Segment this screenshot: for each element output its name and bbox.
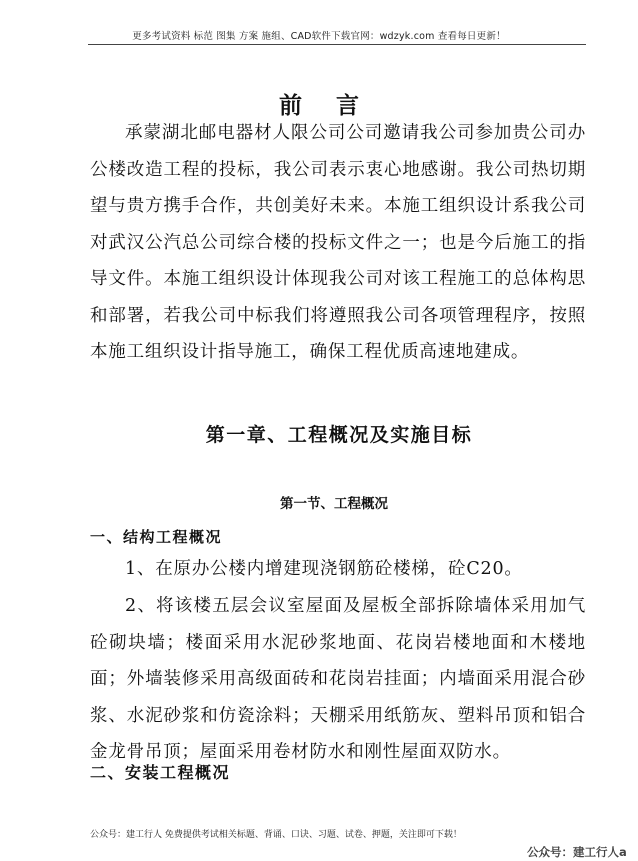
structure-heading: 一、结构工程概况 — [90, 528, 223, 546]
watermark: 公众号：建工行人a — [527, 845, 627, 859]
install-heading: 二、安装工程概况 — [90, 763, 231, 782]
header-note: 更多考试资料 标范 图集 方案 施组、CAD软件下载官网：wdzyk.com 查看每日更新！ — [132, 31, 506, 42]
preface-paragraph: 承蒙湖北邮电器材人限公司公司邀请我公司参加贵公司办公楼改造工程的投标，我公司表示衷心地感谢。我公司热切期望与贵方携手合作，共创美好未来。本施工组织设计系我公司对武汉公汽总公司综合楼的投标文件之一；也是今后施工的指导文件。本施工组织设计体现我公司对该工程施工的总体构思和部署，若我公司中标我们将遵照我公司各项管理程序，按照本施工组织设计指导施工，确保工程优质高速地建成。 — [90, 123, 586, 362]
chapter-title: 第一章、工程概况及实施目标 — [205, 424, 473, 446]
header-divider — [88, 44, 586, 45]
list-item: 2、将该楼五层会议室屋面及屋板全部拆除墙体采用加气砼砌块墙；楼面采用水泥砂浆地面、花岗岩楼地面和木楼地面；外墙装修采用高级面砖和花岗岩挂面；内墙面采用混合砂浆、水泥砂浆和仿瓷涂料；天棚采用纸筋灰、塑料吊顶和铝合金龙骨吊顶；屋面采用卷材防水和刚性屋面双防水。 — [90, 596, 586, 762]
section-title: 第一节、工程概况 — [280, 496, 388, 512]
preface-title: 前言 — [279, 92, 393, 119]
footer-note: 公众号：建工行人 免费提供考试相关标题、背诵、口诀、习题、试卷、押题，关注即可下载！ — [90, 830, 462, 840]
list-item: 1、在原办公楼内增建现浇钢筋砼楼梯，砼C20。 — [125, 559, 523, 579]
